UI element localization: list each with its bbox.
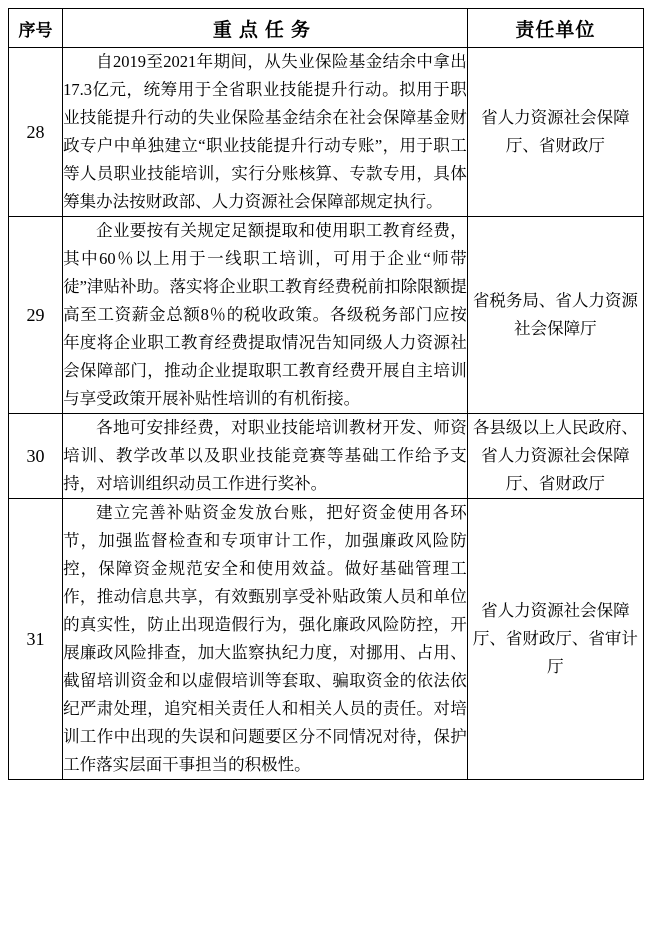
column-header-unit: 责任单位 — [467, 9, 643, 48]
table-row — [9, 217, 644, 414]
column-header-task: 重点任务 — [63, 9, 468, 48]
key-tasks-table — [8, 8, 644, 780]
row-unit — [467, 48, 643, 217]
row-task — [63, 217, 468, 414]
row-number: 30 — [9, 414, 63, 499]
row-task-text: 各地可安排经费，对职业技能培训教材开发、师资培训、教学改革以及职业技能竞赛等基础工作给予支持，对培训组织动员工作进行奖补。 — [63, 418, 467, 493]
table-header — [9, 9, 644, 48]
row-unit-text: 省税务局、省人力资源社会保障厅 — [472, 291, 638, 338]
row-number: 29 — [9, 217, 63, 414]
row-task-text: 企业要按有关规定足额提取和使用职工教育经费，其中60％以上用于一线职工培训，可用于企业“师带徒”津贴补助。落实将企业职工教育经费税前扣除限额提高至工资薪金总额8％的税收政策。各级税务部门应按年度将企业职工教育经费提取情况告知同级人力资源社会保障部门，推动企业提取职工教育经费开展自主培训与享受政策开展补贴性培训的有机衔接。 — [63, 221, 467, 408]
row-unit — [467, 414, 643, 499]
row-task-text: 自2019至2021年期间，从失业保险基金结余中拿出17.3亿元，统筹用于全省职业技能提升行动。拟用于职业技能提升行动的失业保险基金结余在社会保障基金财政专户中单独建立“职业技能提升行动专账”，用于职工等人员职业技能培训，实行分账核算、专款专用，具体筹集办法按财政部、人力资源社会保障部规定执行。 — [63, 52, 467, 211]
row-unit — [467, 217, 643, 414]
row-unit-text: 省人力资源社会保障厅、省财政厅、省审计厅 — [472, 601, 638, 676]
row-task-text: 建立完善补贴资金发放台账，把好资金使用各环节，加强监督检查和专项审计工作，加强廉政风险防控，保障资金规范安全和使用效益。做好基础管理工作，推动信息共享，有效甄别享受补贴政策人员和单位的真实性，防止出现造假行为，强化廉政风险防控，开展廉政风险排查，加大监察执纪力度，对挪用、占用、截留培训资金和以虚假培训等套取、骗取资金的依法依纪严肃处理，追究相关责任人和相关人员的责任。对培训工作中出现的失误和问题要区分不同情况对待，保护工作落实层面干事担当的积极性。 — [63, 503, 467, 774]
row-number: 31 — [9, 499, 63, 780]
table-row — [9, 499, 644, 780]
row-unit-text: 省人力资源社会保障厅、省财政厅 — [481, 108, 630, 155]
row-unit — [467, 499, 643, 780]
row-task — [63, 499, 468, 780]
table-row — [9, 48, 644, 217]
column-header-no: 序号 — [9, 9, 63, 48]
table-body — [9, 48, 644, 780]
row-task — [63, 48, 468, 217]
row-number: 28 — [9, 48, 63, 217]
row-unit-text: 各县级以上人民政府、省人力资源社会保障厅、省财政厅 — [472, 418, 638, 493]
table-row — [9, 414, 644, 499]
row-task — [63, 414, 468, 499]
table-header-row — [9, 9, 644, 48]
